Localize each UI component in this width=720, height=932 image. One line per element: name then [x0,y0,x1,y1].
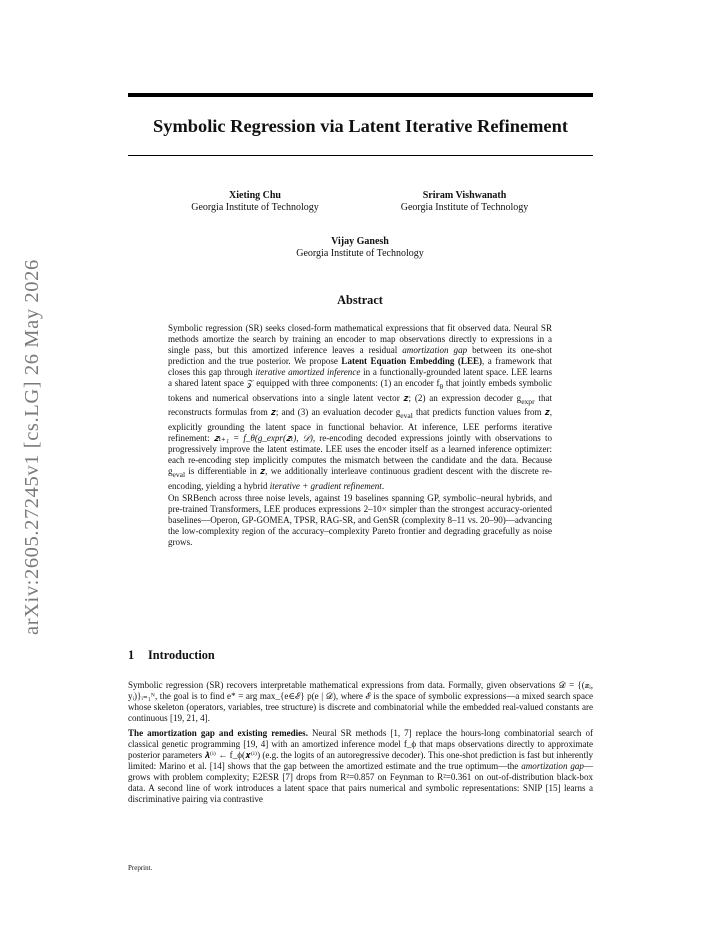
emphasis: iterative amortized inference [255,366,361,377]
subscript: eval [172,469,186,479]
text-run: , re-encoding decoded expressions jointly with observations to progressively improve the latent estimate. LEE uses the encoder itself as a learned inference optimizer: each re-encoding step implicitly computes the mismatch between the candidate and the data. Because g [168,432,552,476]
emphasis: amortization gap [402,344,468,355]
section-heading [128,648,215,663]
text-run: —grows with problem complexity; E2ESR [7] drops from R²=0.857 on Feynman to R²=0.361 on out-of-distribution black-box data. A second line of work introduces a latent space that pairs numerical and symbolic representations: SNIP [15] learns a discriminative pairing via contrastive [128,760,593,804]
arxiv-identifier: arXiv:2605.27245v1 [cs.LG] 26 May 2026 [21,259,43,635]
section-number: 1 [128,648,135,662]
text-run: that reconstructs formulas from 𝒛; and (3) an evaluation decoder g [168,392,553,418]
author-name: Sriram Vishwanath [422,190,507,201]
text-run: Neural SR methods [1, 7] replace the hours-long combinatorial search of classical genetic programming [19, 4] with an amortized inference model f_ϕ that maps observations directly to approximate posterior parameters 𝝀⁽ⁱ⁾ ← f_ϕ(𝒙⁽ⁱ⁾) (e.g. the logits of an autoregressive decoder). This one-shot prediction is fast but inherently limited: Marino et al. [14] shows that the gap between the amortized estimate and the true optimum—the [128,727,594,771]
subscript: expr [521,396,535,406]
title-top-rule [128,93,593,97]
author-block [382,190,547,214]
author-affiliation: Georgia Institute of Technology [400,202,529,213]
abstract-body [168,323,552,549]
abstract-paragraph: On SRBench across three noise levels, against 19 baselines spanning GP, symbolic–neural hybrids, and pre-trained Transformers, LEE produces expressions 2–10× simpler than the strongest accuracy-oriented baselines—Operon, GP-GOMEA, TPSR, RAG-SR, and GenSR (complexity 8–11 vs. 20–90)—advancing the low-complexity region of the accuracy–complexity Pareto frontier and degrading gracefully as noise grows. [168,493,552,547]
author-block [170,190,340,214]
text-run: in a functionally-grounded latent space. LEE learns a shared latent space 𝒵 equipped with three components: (1) an encoder f [168,366,552,388]
emphasis: iterative + gradient refinement [269,480,382,491]
text-run: between its one-shot prediction and the true posterior. We propose [168,344,553,366]
preprint-footnote: Preprint. [128,864,153,872]
abstract-heading: Abstract [337,293,383,307]
text-run: that predicts function values from 𝒛, explicitly grounding the latent space in functional behavior. At inference, LEE performs iterative refinement: [168,407,552,443]
title-bottom-rule [128,155,593,156]
section-title: Introduction [148,648,215,662]
author-affiliation: Georgia Institute of Technology [191,202,319,213]
subscript: eval [400,411,413,421]
introduction-body [128,680,593,808]
text-run: is differentiable in 𝒛, we additionally interleave continuous gradient descent with the discrete re-encoding, yielding a hybrid [168,465,552,491]
text-run: Symbolic regression (SR) seeks closed-form mathematical expressions that fit observed data. Neural SR methods amortize the search by training an encoder to map observations directly to expressions in a single pass, but this amortized inference leaves a residual [168,323,552,355]
subscript: θ [439,381,444,391]
method-name: Latent Equation Embedding (LEE) [341,355,483,366]
paper-title: Symbolic Regression via Latent Iterative Refinement [153,116,568,136]
emphasis: amortization gap [521,760,584,771]
body-paragraph: Symbolic regression (SR) recovers interpretable mathematical expressions from data. Formally, given observations 𝒟 = {(𝒙ᵢ, yᵢ)}ᵢ₌₁ᴺ, the goal is to find e* = arg max_{e∈ℰ} p(e | 𝒟), where ℰ is the space of symbolic expressions—a mixed search space whose skeleton (operators, variables, tree structure) is discrete and combinatorial while the embedded real-valued constants are continuous [19, 21, 4]. [128,680,593,723]
author-name: Vijay Ganesh [331,236,389,247]
text-run: . [381,480,385,491]
abstract-paragraph [168,323,552,492]
text-run: , a framework that closes this gap through [168,355,552,377]
author-affiliation: Georgia Institute of Technology [296,248,424,259]
author-name: Xieting Chu [229,190,281,201]
author-block [270,236,450,260]
body-paragraph [128,728,593,805]
inline-formula: 𝒛ₜ₊₁ = f_θ(g_expr(𝒛ₜ), 𝒟) [213,432,313,443]
text-run: that jointly embeds symbolic tokens and numerical observations into a single latent vector 𝒛; (2) an expression decoder g [168,377,552,403]
paragraph-heading: The amortization gap and existing remedies. [128,727,308,738]
